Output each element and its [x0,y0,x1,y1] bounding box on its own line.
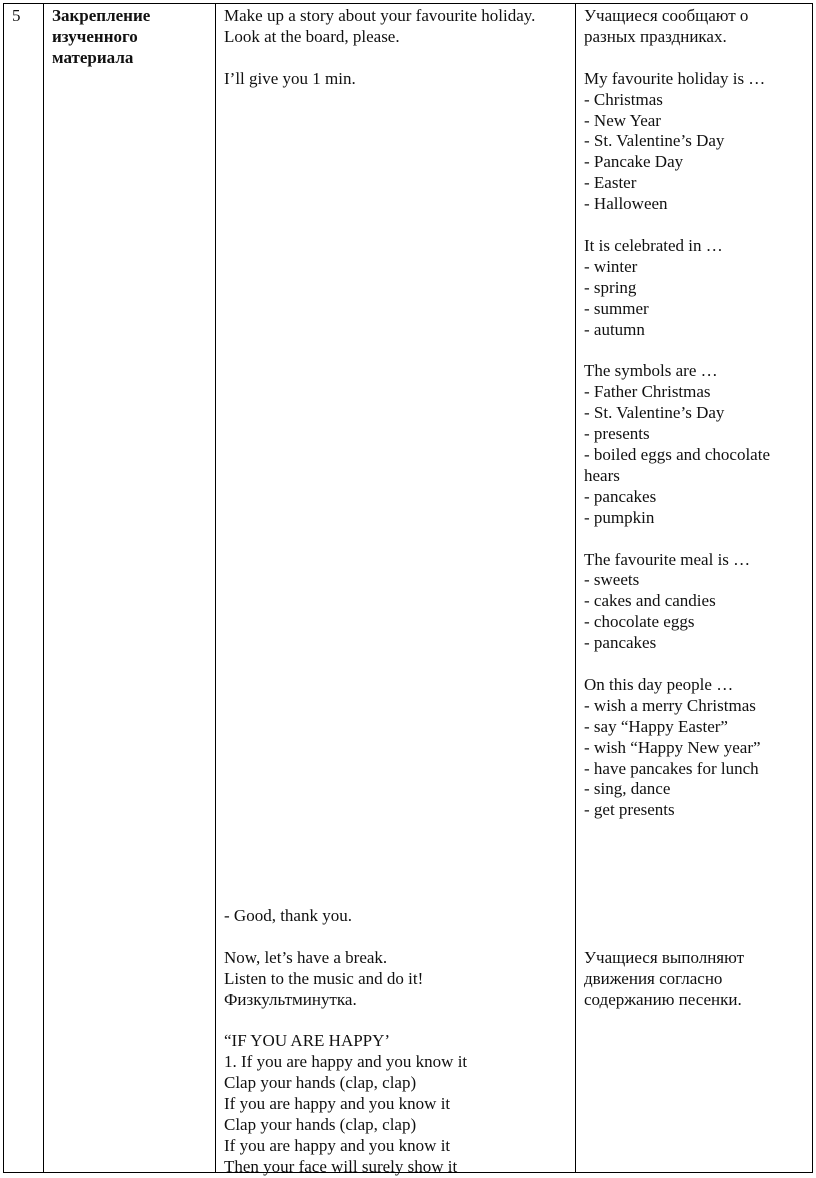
text-line: движения согласно [584,968,723,988]
text-line: Учащиеся сообщают о [584,6,749,25]
text-line: The favourite meal is … [584,549,751,569]
text-line: Физкультминутка. [224,989,357,1009]
row-number: 5 [12,6,21,25]
column-teacher [216,4,576,1176]
stage-line: материала [52,47,134,67]
text-line: Listen to the music and do it! [224,968,424,988]
song-line: Clap your hands (clap, clap) [224,1115,417,1135]
text-line: - St. Valentine’s Day [584,131,725,151]
song-line: 1. If you are happy and you know it [224,1052,468,1072]
text-line: - presents [584,424,650,444]
text-line: - Christmas [584,89,663,109]
stage-title [52,6,150,69]
lesson-plan-table [3,3,813,1176]
text-line: разных праздниках. [584,26,727,46]
song-line: Then your face will surely show it [224,1156,458,1176]
text-line: - Good, thank you. [224,906,352,925]
text-line: On this day people … [584,674,734,694]
text-line: Учащиеся выполняют [584,948,745,967]
stage-line: Закрепление [52,6,151,25]
text-line: It is celebrated in … [584,235,723,255]
text-line: - Father Christmas [584,382,711,402]
text-line: - spring [584,277,637,297]
teacher-instructions-top [224,6,535,90]
text-line: - autumn [584,319,645,339]
column-stage [44,4,216,1172]
song-line: If you are happy and you know it [224,1135,451,1155]
students-activity-bottom [584,948,744,1011]
text-line: - boiled eggs and chocolate [584,444,770,464]
stage-line: изученного [52,26,138,46]
text-line: My favourite holiday is … [584,68,766,88]
text-line: - say “Happy Easter” [584,716,728,736]
song-title: “IF YOU ARE HAPPY’ [224,1031,391,1051]
text-line: The symbols are … [584,361,718,381]
students-activity-top [584,6,770,821]
text-line: - pumpkin [584,507,655,527]
text-line: Look at the board, please. [224,26,400,46]
teacher-instructions-bottom [224,906,467,1178]
text-line: - have pancakes for lunch [584,758,759,778]
text-line: - Pancake Day [584,152,684,172]
text-line: - Easter [584,173,637,193]
song-line: If you are happy and you know it [224,1094,451,1114]
text-line: - summer [584,298,649,318]
text-line: Now, let’s have a break. [224,947,388,967]
text-line: - wish “Happy New year” [584,737,761,757]
text-line: - St. Valentine’s Day [584,403,725,423]
text-line: - pancakes [584,633,657,653]
text-line: - New Year [584,110,661,130]
column-students [576,4,812,1172]
song-line: Clap your hands (clap, clap) [224,1073,417,1093]
text-line: содержанию песенки. [584,989,742,1009]
text-line: - pancakes [584,486,657,506]
column-number [4,4,44,1172]
text-line: - chocolate eggs [584,612,695,632]
text-line: - sweets [584,570,640,590]
text-line: - Halloween [584,194,668,214]
text-line: - winter [584,256,638,276]
text-line: - cakes and candies [584,591,716,611]
text-line: - wish a merry Christmas [584,695,756,715]
text-line: hears [584,465,620,485]
text-line: I’ll give you 1 min. [224,68,356,88]
text-line: - get presents [584,800,675,820]
text-line: - sing, dance [584,779,671,799]
text-line: Make up a story about your favourite holiday. [224,6,536,25]
